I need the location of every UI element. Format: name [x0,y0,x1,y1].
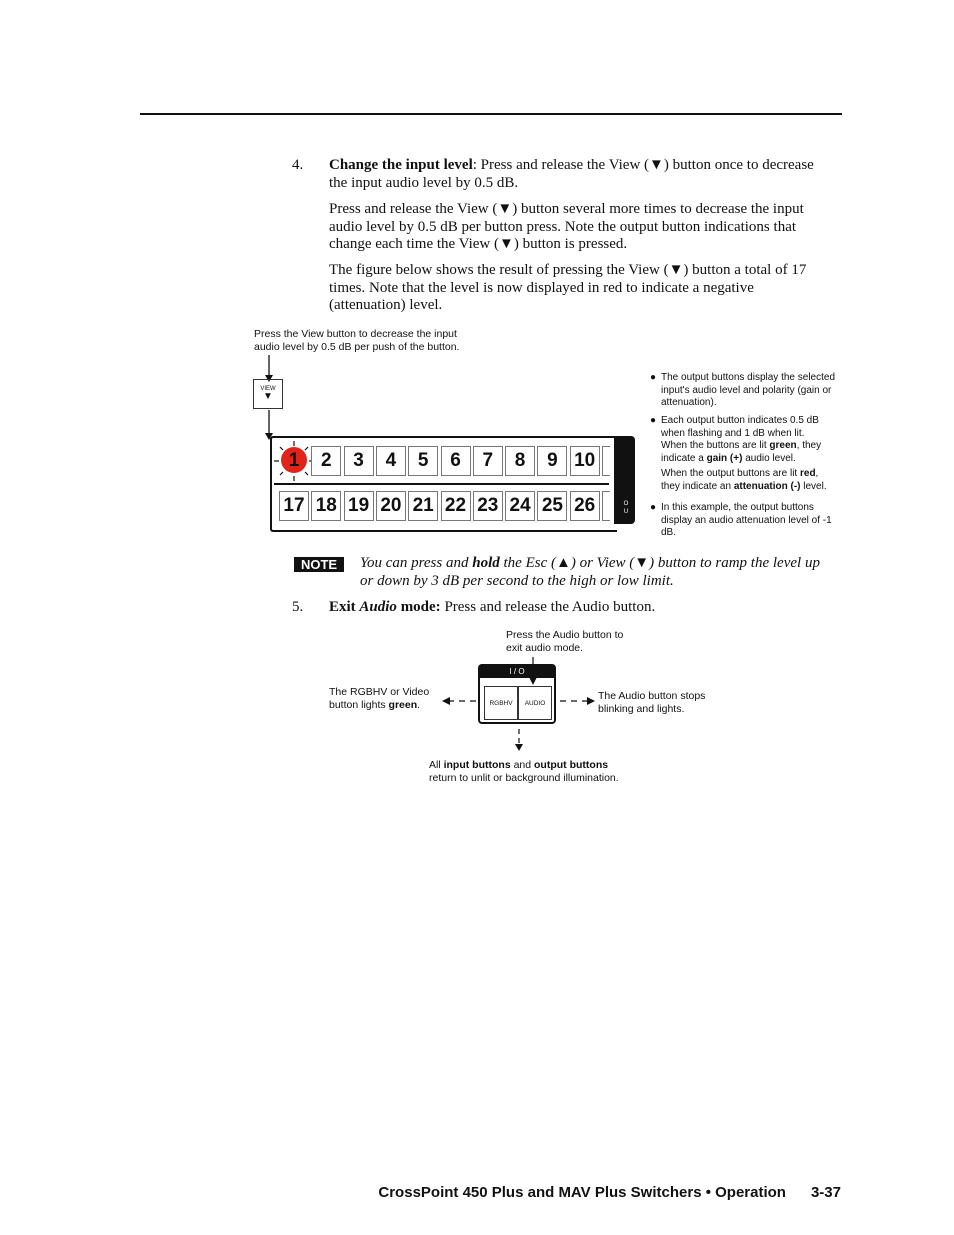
output-button-2[interactable]: 2 [311,446,341,476]
audio-callout: Press the Audio button to exit audio mode. [506,629,624,654]
audio-button[interactable]: AUDIO [518,686,552,720]
output-button-18[interactable]: 18 [311,491,341,521]
output-button-partial [602,446,610,476]
output-button-22[interactable]: 22 [441,491,471,521]
footer: CrossPoint 450 Plus and MAV Plus Switchers • Operation 3-37 [378,1184,841,1201]
output-button-17[interactable]: 17 [279,491,309,521]
audio-stop-callout: The Audio button stops blinking and lights. [598,690,706,715]
header-rule [140,113,842,115]
output-button-24[interactable]: 24 [505,491,535,521]
step-5-number: 5. [292,599,304,615]
output-button-10[interactable]: 10 [570,446,600,476]
output-button-7[interactable]: 7 [473,446,503,476]
output-button-5[interactable]: 5 [408,446,438,476]
output-button-partial [602,491,610,521]
rgbhv-callout: The RGBHV or Video button lights green. [329,686,430,711]
figure-2-arrows [440,655,600,755]
rgbhv-button[interactable]: RGBHV [484,686,518,720]
step-4-number: 4. [292,157,304,173]
output-button-4[interactable]: 4 [376,446,406,476]
step-4-paragraph-3: The figure below shows the result of pressing the View (▼) button a total of 17 times. Note that the level is now displayed in red to indicate a negative (attenuation) level. [329,262,807,313]
bullet-2-red: When the output buttons are lit red, they indicate an attenuation (-) level. [661,468,827,492]
bullet-1: ● The output buttons display the selected input's audio level and polarity (gain or attenuation). [650,372,836,408]
bullet-3: ● In this example, the output buttons display an audio attenuation level of -1 dB. [650,502,832,538]
view-down-arrow-icon: ▼ [263,391,273,402]
bullet-2: ● Each output button indicates 0.5 dB when flashing and 1 dB when lit. When the buttons are lit green, they indicate a gain (+) audio level. When the output buttons are lit red, they indicate an attenuation (-) level. [650,415,835,493]
output-button-8[interactable]: 8 [505,446,535,476]
panel-divider [274,483,609,485]
note-label: NOTE [294,557,344,572]
output-button-3[interactable]: 3 [344,446,374,476]
step-4-paragraph-1: Change the input level: Press and release the View (▼) button once to decrease the input audio level by 0.5 dB. [329,157,814,191]
panel-side-label: O U [623,501,629,515]
output-button-20[interactable]: 20 [376,491,406,521]
io-panel-title: I / O [480,666,554,678]
output-button-1[interactable]: 1 [288,450,300,471]
output-button-23[interactable]: 23 [473,491,503,521]
output-button-26[interactable]: 26 [570,491,600,521]
bullet-2-green: When the buttons are lit green, they indicate a gain (+) audio level. [661,440,822,464]
output-button-19[interactable]: 19 [344,491,374,521]
step-5-text: Exit Audio mode: Press and release the Audio button. [329,599,656,615]
output-button-25[interactable]: 25 [537,491,567,521]
view-button[interactable]: VIEW ▼ [253,379,283,409]
output-button-6[interactable]: 6 [441,446,471,476]
view-callout: Press the View button to decrease the input audio level by 0.5 dB per push of the button. [254,328,460,353]
buttons-return-callout: All input buttons and output buttons return to unlit or background illumination. [429,759,619,784]
step-4-paragraph-2: Press and release the View (▼) button several more times to decrease the input audio level by 0.5 dB per button press. Note the output button indications that change each time the View (▼) button is pressed. [329,201,804,252]
output-button-9[interactable]: 9 [537,446,567,476]
output-button-21[interactable]: 21 [408,491,438,521]
note-text: You can press and hold the Esc (▲) or View (▼) button to ramp the level up or down by 3 dB per second to the high or low limit. [360,555,820,589]
